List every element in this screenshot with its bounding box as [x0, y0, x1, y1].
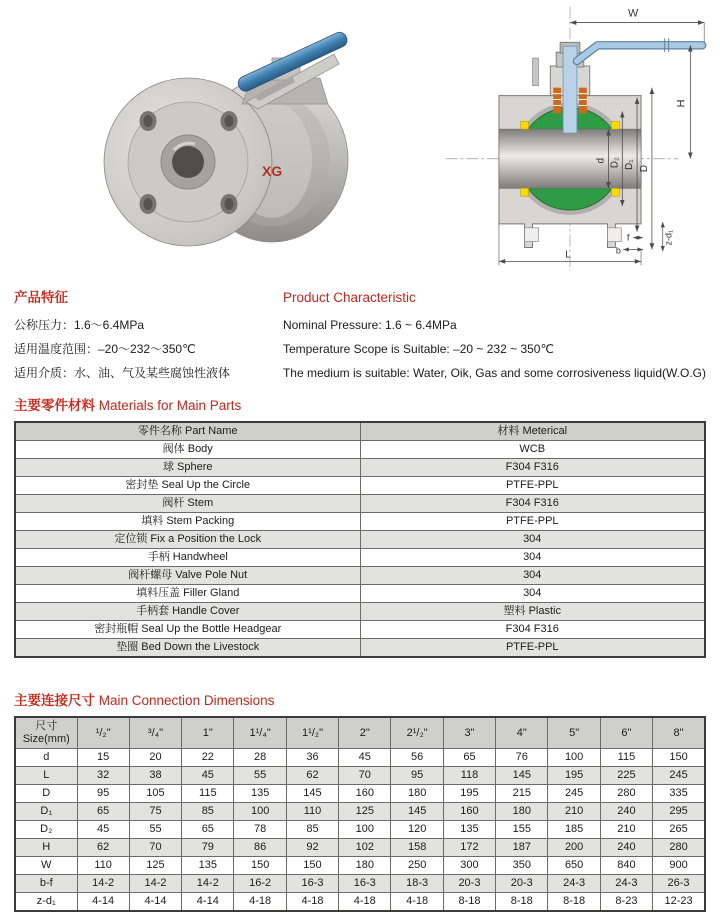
dimension-value-cell: 8-18 [496, 893, 548, 912]
dimension-value-cell: 55 [234, 767, 286, 785]
dimension-value-cell: 300 [443, 857, 495, 875]
dimension-value-cell: 16-2 [234, 875, 286, 893]
brand-logo: XG [262, 163, 283, 179]
dimension-value-cell: 65 [443, 749, 495, 767]
dimension-value-cell: 150 [234, 857, 286, 875]
dimension-value-cell: 240 [600, 803, 652, 821]
dimensions-section [0, 692, 720, 912]
dimension-value-cell: 26-3 [653, 875, 705, 893]
dimension-value-cell: 78 [234, 821, 286, 839]
material-row [15, 441, 705, 459]
dim-label-d: d [595, 157, 607, 164]
dimension-value-cell: 75 [129, 803, 181, 821]
dimension-value-cell: 240 [600, 839, 652, 857]
materials-table [14, 421, 706, 658]
material-cell: 304 [360, 567, 705, 585]
size-column-header: 5" [548, 717, 600, 749]
part-name-cell: 密封垫 Seal Up the Circle [15, 477, 360, 495]
medium-line-en: The medium is suitable: Water, Oik, Gas and some corrosiveness liquid(W.O.G) [282, 366, 706, 380]
part-name-cell: 手柄 Handwheel [15, 549, 360, 567]
temperature-line-zh: 适用温度范围：–20～232～350℃ [14, 342, 196, 356]
dimension-value-cell: 245 [548, 785, 600, 803]
seat-seal [611, 188, 619, 196]
valve-diagram [422, 0, 718, 280]
dimension-value-cell: 160 [339, 785, 391, 803]
dimension-value-cell: 14-2 [182, 875, 234, 893]
part-name-cell: 阀杆螺母 Valve Pole Nut [15, 567, 360, 585]
dimension-value-cell: 4-14 [129, 893, 181, 912]
size-column-header: 4" [496, 717, 548, 749]
dim-label-zd1: z-d₁ [663, 230, 674, 246]
dimension-value-cell: 70 [129, 839, 181, 857]
dimension-value-cell: 245 [653, 767, 705, 785]
dimension-label-cell: D₁ [15, 803, 77, 821]
product-images [0, 0, 720, 283]
dimension-value-cell: 125 [339, 803, 391, 821]
bolt-hole-inner [225, 198, 234, 210]
characteristics-en [283, 283, 706, 385]
dimension-label-cell: d [15, 749, 77, 767]
dimension-value-cell: 12-23 [653, 893, 705, 912]
dimension-value-cell: 18-3 [391, 875, 443, 893]
material-row [15, 549, 705, 567]
size-column-header: ³/₄" [129, 717, 181, 749]
dimension-value-cell: 20-3 [443, 875, 495, 893]
size-header-cell [15, 717, 77, 749]
part-name-header: 零件名称 Part Name [15, 422, 360, 441]
dimension-value-cell: 79 [182, 839, 234, 857]
dimension-value-cell: 56 [391, 749, 443, 767]
dimension-value-cell: 280 [653, 839, 705, 857]
dimension-value-cell: 70 [339, 767, 391, 785]
dimension-label-cell: D [15, 785, 77, 803]
material-cell: 塑料 Plastic [360, 603, 705, 621]
material-row [15, 477, 705, 495]
dimension-value-cell: 22 [182, 749, 234, 767]
dimension-value-cell: 145 [286, 785, 338, 803]
material-row [15, 495, 705, 513]
dimension-value-cell: 210 [548, 803, 600, 821]
pressure-line-en: Nominal Pressure: 1.6 ~ 6.4MPa [282, 318, 457, 332]
dimension-value-cell: 840 [600, 857, 652, 875]
dimension-value-cell: 4-18 [286, 893, 338, 912]
part-name-cell: 阀体 Body [15, 441, 360, 459]
temperature-line-en: Temperature Scope is Suitable: –20 ~ 232 ~ 350℃ [282, 342, 554, 356]
valve-diagram-image [422, 0, 718, 278]
size-column-header: 1" [182, 717, 234, 749]
dimension-value-cell: 118 [443, 767, 495, 785]
dimension-value-cell: 215 [496, 785, 548, 803]
dimension-value-cell: 65 [77, 803, 129, 821]
dim-label-b: b [615, 245, 621, 256]
dimension-value-cell: 135 [182, 857, 234, 875]
materials-title: 主要零件材料 Materials for Main Parts [14, 398, 242, 413]
dimension-value-cell: 85 [286, 821, 338, 839]
dimension-value-cell: 350 [496, 857, 548, 875]
dimension-value-cell: 180 [339, 857, 391, 875]
size-column-header: 2" [339, 717, 391, 749]
dimension-row [15, 767, 705, 785]
dimension-value-cell: 172 [443, 839, 495, 857]
dim-label-bigd: D [638, 165, 650, 173]
dimension-value-cell: 180 [391, 785, 443, 803]
material-row [15, 567, 705, 585]
dimension-value-cell: 115 [182, 785, 234, 803]
dimension-value-cell: 92 [286, 839, 338, 857]
size-column-header: 1¹/₄" [234, 717, 286, 749]
dim-label-d1: D₁ [624, 159, 636, 170]
dimension-value-cell: 95 [391, 767, 443, 785]
dimension-value-cell: 38 [129, 767, 181, 785]
dimension-value-cell: 135 [443, 821, 495, 839]
material-cell: 304 [360, 531, 705, 549]
dimension-value-cell: 4-18 [234, 893, 286, 912]
bore-inner [172, 146, 204, 178]
dimension-row [15, 803, 705, 821]
dimension-value-cell: 36 [286, 749, 338, 767]
dimension-value-cell: 4-14 [182, 893, 234, 912]
dimension-row [15, 875, 705, 893]
dimension-value-cell: 210 [600, 821, 652, 839]
dimension-value-cell: 85 [182, 803, 234, 821]
part-name-cell: 球 Sphere [15, 459, 360, 477]
dimension-value-cell: 20-3 [496, 875, 548, 893]
dimension-label-cell: H [15, 839, 77, 857]
dimension-value-cell: 16-3 [339, 875, 391, 893]
dimension-value-cell: 28 [234, 749, 286, 767]
dimension-value-cell: 14-2 [77, 875, 129, 893]
valve-photo [96, 8, 358, 270]
characteristics-title-en: Product Characteristic [282, 290, 416, 305]
dimension-row [15, 857, 705, 875]
dimension-value-cell: 4-18 [339, 893, 391, 912]
dimension-value-cell: 135 [234, 785, 286, 803]
characteristics-zh [14, 283, 283, 385]
bolt-hole-inner [225, 115, 234, 127]
dimension-value-cell: 32 [77, 767, 129, 785]
dimension-value-cell: 900 [653, 857, 705, 875]
size-column-header: 8" [653, 717, 705, 749]
dimension-label-cell: z-d₁ [15, 893, 77, 912]
dim-label-d2: D₂ [609, 157, 621, 169]
dimension-value-cell: 150 [286, 857, 338, 875]
dimension-label-cell: D₂ [15, 821, 77, 839]
materials-header-row [15, 422, 705, 441]
dimension-value-cell: 100 [234, 803, 286, 821]
material-cell: WCB [360, 441, 705, 459]
characteristics-title-zh: 产品特征 [14, 290, 68, 305]
dimension-value-cell: 4-18 [391, 893, 443, 912]
medium-line-zh: 适用介质：水、油、气及某些腐蚀性液体 [14, 366, 231, 380]
dimension-value-cell: 62 [286, 767, 338, 785]
lug-hole [525, 228, 539, 242]
seat-seal [521, 121, 529, 129]
dimension-value-cell: 145 [391, 803, 443, 821]
materials-section [0, 397, 720, 658]
dimension-value-cell: 76 [496, 749, 548, 767]
dimension-value-cell: 105 [129, 785, 181, 803]
part-name-cell: 填料压盖 Filler Gland [15, 585, 360, 603]
lug-hole [607, 228, 621, 242]
dimension-value-cell: 195 [548, 767, 600, 785]
dimension-value-cell: 65 [182, 821, 234, 839]
dimension-value-cell: 86 [234, 839, 286, 857]
material-cell: 304 [360, 549, 705, 567]
dimensions-title: 主要连接尺寸 Main Connection Dimensions [14, 693, 275, 708]
dimension-value-cell: 180 [496, 803, 548, 821]
size-header-en: Size(mm) [22, 733, 70, 745]
material-cell: F304 F316 [360, 621, 705, 639]
dimensions-table [14, 716, 706, 912]
dimension-value-cell: 150 [653, 749, 705, 767]
dimension-value-cell: 110 [77, 857, 129, 875]
dimension-value-cell: 14-2 [129, 875, 181, 893]
dimension-value-cell: 195 [443, 785, 495, 803]
valve-photo-image [96, 8, 358, 270]
dimension-value-cell: 200 [548, 839, 600, 857]
material-cell: F304 F316 [360, 459, 705, 477]
dim-label-f: f [626, 232, 630, 243]
dim-label-l: L [565, 249, 571, 261]
material-row [15, 531, 705, 549]
dimension-value-cell: 145 [496, 767, 548, 785]
dimension-value-cell: 120 [391, 821, 443, 839]
dimension-value-cell: 24-3 [548, 875, 600, 893]
dimension-value-cell: 158 [391, 839, 443, 857]
dimension-value-cell: 100 [339, 821, 391, 839]
dimension-value-cell: 45 [182, 767, 234, 785]
dimension-value-cell: 155 [496, 821, 548, 839]
dimension-value-cell: 650 [548, 857, 600, 875]
dimension-value-cell: 45 [77, 821, 129, 839]
dimension-value-cell: 16-3 [286, 875, 338, 893]
seat-seal [611, 121, 619, 129]
bolt-hole-inner [144, 115, 153, 127]
dimension-value-cell: 295 [653, 803, 705, 821]
material-cell: PTFE-PPL [360, 513, 705, 531]
dimension-value-cell: 95 [77, 785, 129, 803]
dimension-row [15, 893, 705, 912]
seat-seal [521, 188, 529, 196]
dimension-value-cell: 335 [653, 785, 705, 803]
bolt-hole-inner [144, 198, 153, 210]
dimension-value-cell: 15 [77, 749, 129, 767]
dimension-value-cell: 115 [600, 749, 652, 767]
dimension-value-cell: 24-3 [600, 875, 652, 893]
dimension-value-cell: 125 [129, 857, 181, 875]
dimension-value-cell: 62 [77, 839, 129, 857]
dimension-value-cell: 187 [496, 839, 548, 857]
material-row [15, 603, 705, 621]
dimension-value-cell: 4-14 [77, 893, 129, 912]
dimension-value-cell: 20 [129, 749, 181, 767]
size-column-header: ¹/₂" [77, 717, 129, 749]
dimension-label-cell: L [15, 767, 77, 785]
dimension-label-cell: b-f [15, 875, 77, 893]
handle [577, 45, 702, 61]
dimension-value-cell: 45 [339, 749, 391, 767]
dimension-value-cell: 160 [443, 803, 495, 821]
dimension-value-cell: 225 [600, 767, 652, 785]
dim-label-w: W [628, 7, 639, 20]
size-column-header: 3" [443, 717, 495, 749]
size-column-header: 6" [600, 717, 652, 749]
dimension-value-cell: 110 [286, 803, 338, 821]
size-column-header: 1¹/₂" [286, 717, 338, 749]
product-characteristics [0, 283, 720, 385]
material-row [15, 513, 705, 531]
dimension-value-cell: 265 [653, 821, 705, 839]
part-name-cell: 填料 Stem Packing [15, 513, 360, 531]
dimension-row [15, 785, 705, 803]
material-row [15, 585, 705, 603]
material-cell: PTFE-PPL [360, 639, 705, 658]
dimension-value-cell: 100 [548, 749, 600, 767]
dimension-value-cell: 102 [339, 839, 391, 857]
size-header-zh: 尺寸 [35, 720, 58, 732]
part-name-cell: 垫圈 Bed Down the Livestock [15, 639, 360, 658]
dimension-row [15, 749, 705, 767]
part-name-cell: 阀杆 Stem [15, 495, 360, 513]
material-cell: PTFE-PPL [360, 477, 705, 495]
material-cell: F304 F316 [360, 495, 705, 513]
size-column-header: 2¹/₂" [391, 717, 443, 749]
dimension-value-cell: 55 [129, 821, 181, 839]
material-cell: 304 [360, 585, 705, 603]
dimensions-header-row [15, 717, 705, 749]
dimension-value-cell: 8-18 [443, 893, 495, 912]
pressure-line-zh: 公称压力：1.6～6.4MPa [14, 318, 145, 332]
dimension-value-cell: 280 [600, 785, 652, 803]
material-header: 材料 Meterical [360, 422, 705, 441]
material-row [15, 639, 705, 658]
dimension-value-cell: 250 [391, 857, 443, 875]
material-row [15, 621, 705, 639]
dimension-value-cell: 8-18 [548, 893, 600, 912]
part-name-cell: 手柄套 Handle Cover [15, 603, 360, 621]
dimension-row [15, 821, 705, 839]
dimension-label-cell: W [15, 857, 77, 875]
material-row [15, 459, 705, 477]
stop-pin [533, 58, 539, 86]
dimension-value-cell: 8-23 [600, 893, 652, 912]
dimension-value-cell: 185 [548, 821, 600, 839]
part-name-cell: 密封瓶帽 Seal Up the Bottle Headgear [15, 621, 360, 639]
dim-label-h: H [675, 99, 688, 108]
dimension-row [15, 839, 705, 857]
part-name-cell: 定位锁 Fix a Position the Lock [15, 531, 360, 549]
